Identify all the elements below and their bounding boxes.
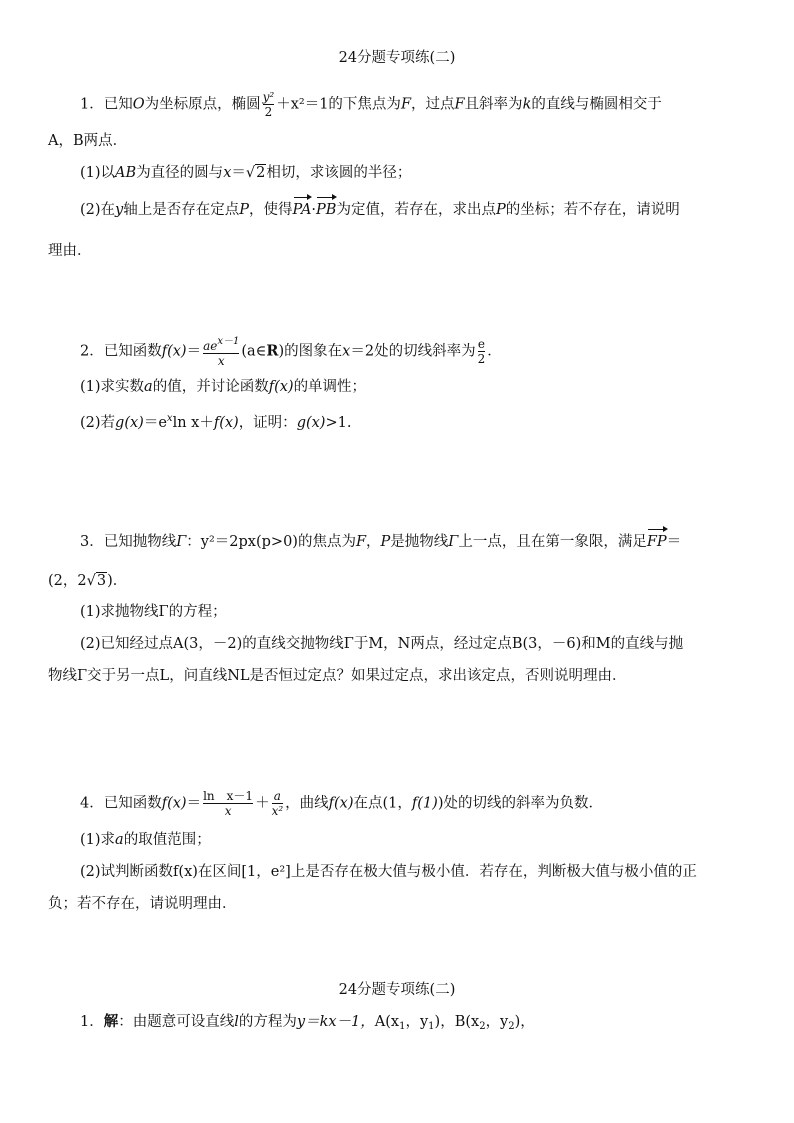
q4-d: )处的切线的斜率为负数． bbox=[437, 795, 603, 812]
q2p1-b: 的值，并讨论函数 bbox=[152, 379, 269, 395]
question-3-part-1: (1)求抛物线Γ的方程； bbox=[80, 604, 227, 620]
q4-c: 在点(1， bbox=[353, 795, 412, 812]
q4-frac-num: ln x－1 bbox=[203, 789, 254, 803]
q4p1-var: a bbox=[115, 832, 124, 848]
q2p2-gx: g(x) bbox=[115, 415, 144, 431]
q2p2-b: ＝e bbox=[143, 415, 167, 431]
q4-plus: ＋ bbox=[255, 795, 270, 812]
q2p2-gx2: g(x) bbox=[296, 415, 326, 431]
q2-fx: f(x) bbox=[161, 343, 187, 360]
sqrt-radicand: 2 bbox=[256, 165, 266, 181]
q1-focus: F bbox=[400, 96, 411, 113]
question-3-part-2-l1: (2)已知经过点A(3，－2)的直线交抛物线Γ于M，N两点，经过定点B(3，－6)和M的直线与抛 bbox=[80, 636, 684, 652]
q1-slope: k bbox=[522, 96, 532, 113]
ans-a: 1． bbox=[80, 1014, 104, 1030]
q1p1-d: 相切，求该圆的半径； bbox=[266, 165, 412, 181]
q3-sqrt bbox=[87, 571, 107, 591]
q2p1-var: a bbox=[144, 379, 153, 395]
q2p1-fx: f(x) bbox=[268, 379, 294, 395]
q2-b: (a∈ bbox=[241, 343, 267, 360]
q1-text-d: ，过点 bbox=[411, 96, 455, 113]
q4-eq: ＝ bbox=[186, 795, 202, 812]
q3l2-a: (2，2 bbox=[48, 573, 87, 589]
q4p1-b: 的取值范围； bbox=[123, 832, 211, 848]
q2-eq: ＝ bbox=[186, 343, 202, 360]
q1-frac-den: 2 bbox=[264, 105, 273, 119]
sqrt-symbol: √ bbox=[86, 573, 96, 589]
q1p1-b: 为直径的圆与 bbox=[136, 165, 224, 181]
q2-frac-den: x bbox=[203, 353, 239, 368]
ans-s1: 1 bbox=[399, 1021, 406, 1032]
q3l2-b: )． bbox=[107, 573, 128, 589]
q1-text-e: 且斜率为 bbox=[464, 96, 523, 113]
q4-fraction bbox=[203, 789, 253, 818]
question-1-part-2 bbox=[80, 200, 680, 220]
ans-l: l bbox=[234, 1014, 239, 1030]
q3-gamma-2: Γ bbox=[448, 534, 459, 550]
q1-text-c: ＋x²＝1的下焦点为 bbox=[276, 96, 401, 113]
q1p2-p: P bbox=[239, 202, 250, 218]
question-1-part-1 bbox=[80, 163, 411, 183]
q4-a: 4．已知函数 bbox=[80, 795, 162, 812]
question-1-line-1 bbox=[80, 90, 662, 119]
ans-pa4: ，y bbox=[485, 1014, 509, 1030]
question-4-part-1 bbox=[80, 830, 211, 850]
q2p1-a: (1)求实数 bbox=[80, 379, 145, 395]
question-1-line-2: A，B两点． bbox=[48, 133, 128, 149]
vector-pa: PA bbox=[292, 202, 312, 218]
q2-x: x bbox=[342, 343, 351, 360]
q2p1-c: 的单调性； bbox=[293, 379, 367, 395]
q1p2-y: y bbox=[115, 202, 124, 218]
q4-frac2-den: x² bbox=[271, 804, 284, 818]
q3-a: 3．已知抛物线 bbox=[80, 534, 177, 550]
question-3-line-2 bbox=[48, 571, 127, 591]
q2-c: )的图象在 bbox=[278, 343, 343, 360]
q1-text-f: 的直线与椭圆相交于 bbox=[531, 96, 662, 113]
ans-c: 的方程为 bbox=[238, 1014, 297, 1030]
vector-pb: PB bbox=[316, 202, 337, 218]
page-title: 24分题专项练(二) bbox=[338, 50, 456, 66]
q1p1-sqrt bbox=[246, 163, 266, 183]
q4p1-a: (1)求 bbox=[80, 832, 116, 848]
q4-fx: f(x) bbox=[161, 795, 187, 812]
question-2-part-1 bbox=[80, 377, 366, 397]
q4-b: ，曲线 bbox=[285, 795, 329, 812]
question-4-part-2-l1: (2)试判断函数f(x)在区间[1，e²]上是否存在极大值与极小值．若存在，判断极大值与极小值的正 bbox=[80, 864, 697, 880]
ans-pa2: ，y bbox=[405, 1014, 429, 1030]
q2-reals: R bbox=[266, 342, 279, 360]
q3-b: ：y²＝2px(p>0)的焦点为 bbox=[186, 534, 356, 550]
q3-d: 是抛物线 bbox=[390, 534, 449, 550]
vector-fp: FP bbox=[646, 534, 667, 550]
question-2-part-2 bbox=[80, 409, 351, 433]
q1p1-c: ＝ bbox=[231, 165, 246, 181]
ans-s4: 2 bbox=[508, 1021, 515, 1032]
q1p2-p2: P bbox=[495, 202, 506, 218]
q3-c: ， bbox=[366, 534, 381, 550]
q4-fx2: f(x) bbox=[328, 795, 354, 812]
q2-num-sup: x－1 bbox=[217, 336, 240, 347]
q2-a: 2．已知函数 bbox=[80, 343, 162, 360]
q2p2-d: ，证明： bbox=[238, 415, 297, 431]
ans-pa3: )，B(x bbox=[434, 1014, 480, 1030]
q3-gamma: Γ bbox=[176, 534, 187, 550]
question-1-part-2-cont: 理由． bbox=[48, 243, 92, 259]
dot-operator: · bbox=[311, 202, 317, 218]
q3-f: F bbox=[355, 534, 367, 550]
question-3-part-2-l2: 物线Γ交于另一点L，问直线NL是否恒过定点？如果过定点，求出该定点，否则说明理由． bbox=[48, 668, 627, 684]
q3-p: P bbox=[380, 534, 391, 550]
q2p2-fx: f(x) bbox=[213, 415, 239, 431]
q2-num-text: ae bbox=[203, 339, 218, 353]
ans-s3: 2 bbox=[479, 1021, 486, 1032]
q1p1-a: (1)以 bbox=[80, 165, 116, 181]
ans-b: ：由题意可设直线 bbox=[118, 1014, 235, 1030]
q1p1-ab: AB bbox=[115, 165, 137, 181]
q2-d: ＝2处的切线斜率为 bbox=[350, 343, 476, 360]
q1-frac-num: y² bbox=[262, 90, 275, 104]
q2-fraction bbox=[203, 335, 239, 368]
q2-end: ． bbox=[487, 343, 502, 360]
answer-title: 24分题专项练(二) bbox=[338, 982, 456, 998]
q1p1-x: x bbox=[223, 165, 232, 181]
q2p2-c: ln x＋ bbox=[172, 415, 214, 431]
q1-text-b: 为坐标原点，椭圆 bbox=[144, 96, 261, 113]
q1p2-b: 轴上是否存在定点 bbox=[123, 202, 240, 218]
ans-eqn: y＝kx－1， bbox=[296, 1014, 375, 1030]
q4-f1: f(1) bbox=[411, 795, 438, 812]
ans-jie: 解 bbox=[103, 1013, 119, 1030]
answer-line-1 bbox=[80, 1012, 535, 1037]
q1p2-c: ，使得 bbox=[249, 202, 293, 218]
q2p2-e: >1. bbox=[325, 415, 352, 431]
q2p2-a: (2)若 bbox=[80, 415, 116, 431]
q1-fraction bbox=[263, 90, 275, 119]
sqrt-radicand: 3 bbox=[96, 573, 107, 589]
q4-fraction-2 bbox=[272, 789, 284, 818]
q2-frac-num bbox=[203, 335, 239, 353]
q1p2-a: (2)在 bbox=[80, 202, 116, 218]
ans-s2: 1 bbox=[428, 1021, 435, 1032]
q2-e-num: e bbox=[477, 337, 485, 351]
q1p2-d: 为定值，若存在，求出点 bbox=[336, 202, 496, 218]
question-2-line-1 bbox=[80, 335, 502, 368]
q1-origin: O bbox=[132, 96, 145, 113]
q3-e: 上一点，且在第一象限，满足 bbox=[458, 534, 647, 550]
q1-text-a: 1．已知 bbox=[80, 96, 133, 113]
sqrt-symbol: √ bbox=[245, 165, 256, 181]
ans-pa5: )， bbox=[514, 1014, 535, 1030]
question-4-line-1 bbox=[80, 789, 603, 818]
q1p2-e: 的坐标；若不存在，请说明 bbox=[505, 202, 680, 218]
question-4-part-2-l2: 负；若不存在，请说明理由． bbox=[48, 896, 237, 912]
q1-focus-2: F bbox=[454, 96, 465, 113]
q3-f-eq: ＝ bbox=[666, 534, 682, 550]
q4-frac2-num: a bbox=[273, 789, 281, 803]
question-3-line-1 bbox=[80, 532, 681, 552]
q2-e-den: 2 bbox=[477, 352, 486, 366]
q2p2-sup: x bbox=[166, 413, 173, 424]
q4-frac-den: x bbox=[203, 803, 253, 818]
q2-e-fraction bbox=[478, 337, 486, 366]
ans-pa: A(x bbox=[374, 1014, 400, 1030]
